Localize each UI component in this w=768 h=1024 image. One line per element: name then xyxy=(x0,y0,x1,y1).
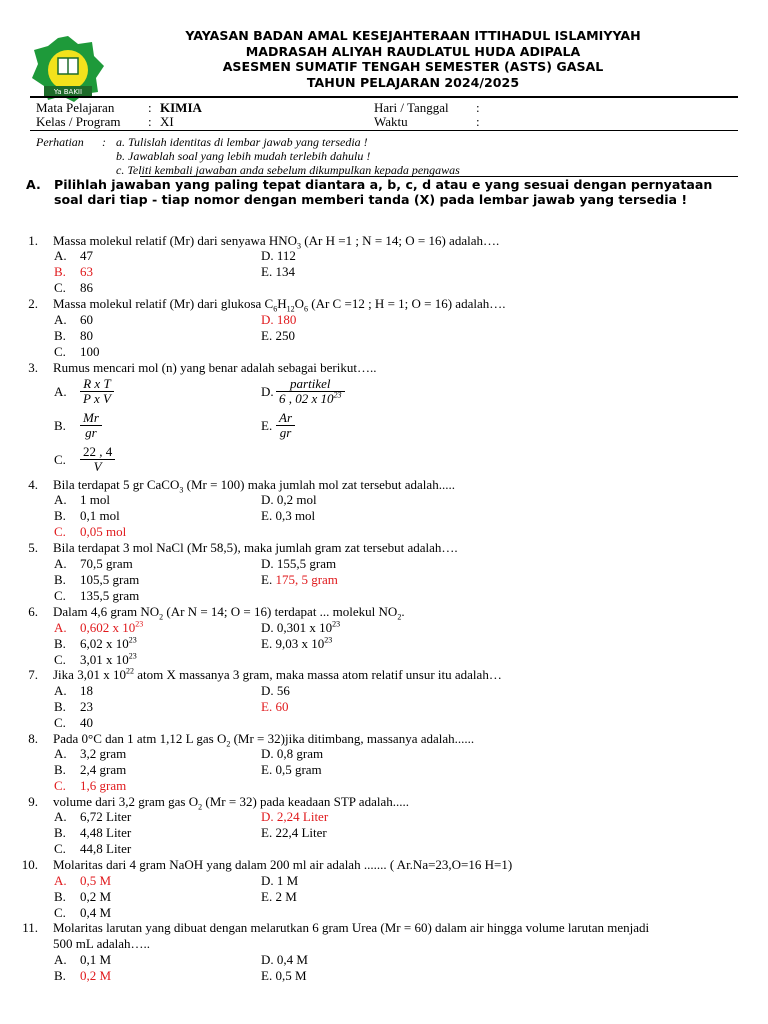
option: A. xyxy=(54,683,67,698)
header-line-3: ASESMEN SUMATIF TENGAH SEMESTER (ASTS) GASAL xyxy=(222,59,604,75)
option-value: 40 xyxy=(80,715,93,730)
fraction: $\frac{\text{R x T}}{\text{P x V}}$ xyxy=(80,377,114,406)
header-line-4: TAHUN PELAJARAN 2024/2025 xyxy=(306,74,520,90)
class-value: XI xyxy=(160,114,174,129)
question-9: 9. volume dari 3,2 gram gas $O_2$ (Mr = 32) pada keadaan STP adalah..... xyxy=(16,794,409,810)
class-label: Kelas / Program xyxy=(36,114,121,129)
notice-block: Perhatian : a. Tulislah identitas di lembar jawab yang tersedia ! b. Jawablah soal yang lebih mudah terlebih dahulu ! c. Teliti kembali jawaban anda sebelum dikumpulkan kepada pengawas xyxy=(36,135,460,177)
option-answer: E. 175, 5 gram xyxy=(261,572,338,587)
option-value: 0,1 mol xyxy=(80,508,120,523)
question-number: 3. xyxy=(28,360,38,375)
option-value: 63 xyxy=(80,264,93,279)
day-label: Hari / Tanggal xyxy=(374,100,449,115)
option: E. 250 xyxy=(261,328,295,343)
question-4: 4. Bila terdapat 5 gr CaCO$_3$ (Mr = 100) maka jumlah mol zat tersebut adalah..... xyxy=(16,477,455,493)
question-10: 10. Molaritas dari 4 gram NaOH yang dalam 200 ml air adalah ....... ( Ar.Na=23,O=16 H=1) xyxy=(16,857,512,873)
notice-item: c. Teliti kembali jawaban anda sebelum dikumpulkan kepada pengawas xyxy=(116,163,460,177)
class-colon: : xyxy=(148,114,152,129)
question-number: 9. xyxy=(28,794,38,809)
option: E. 0,5 gram xyxy=(261,762,322,777)
fraction: $\frac{\text{partikel}}{6 , 02 x 10^{23}}$ xyxy=(276,377,345,406)
header-line-2: MADRASAH ALIYAH RAUDLATUL HUDA ADIPALA xyxy=(245,43,581,59)
option-value: 0,05 mol xyxy=(80,524,127,539)
option: E. 9,03 x $10^{23}$ xyxy=(261,635,333,651)
option: C. xyxy=(54,715,66,730)
option: C. xyxy=(54,652,66,667)
option-value: 80 xyxy=(80,328,93,343)
option: A. xyxy=(54,248,67,263)
option-value: 70,5 gram xyxy=(80,556,133,571)
option-answer: 0,2 M xyxy=(80,968,112,983)
option: D. 0,4 M xyxy=(261,952,308,967)
time-colon: : xyxy=(476,114,480,129)
option: A. xyxy=(54,556,67,571)
option: E. 0,3 mol xyxy=(261,508,316,523)
notice-item: a. Tulislah identitas di lembar jawab yang tersedia ! xyxy=(116,135,368,149)
option: D. 155,5 gram xyxy=(261,556,337,571)
question-5: 5. Bila terdapat 3 mol NaCl (Mr 58,5), maka jumlah gram zat tersebut adalah…. xyxy=(16,540,458,556)
fraction: $\frac{Ar}{gr}$ xyxy=(276,411,295,440)
question-number: 11. xyxy=(22,920,38,935)
option-value: 3,2 gram xyxy=(80,746,127,761)
option: B. xyxy=(54,825,66,840)
header-divider xyxy=(30,96,738,98)
svg-text:Ya BAKII: Ya BAKII xyxy=(53,88,83,96)
option: E. xyxy=(261,418,273,433)
question-number: 8. xyxy=(28,731,38,746)
option-value: 18 xyxy=(80,683,93,698)
day-colon: : xyxy=(476,100,480,115)
option: A. xyxy=(54,492,67,507)
option-value: 0,602 x $10^{23}$ xyxy=(80,619,144,635)
option-answer: D. 180 xyxy=(261,312,297,327)
option-answer: A. xyxy=(54,873,67,888)
option: B. xyxy=(54,508,66,523)
option: D. 0,8 gram xyxy=(261,746,324,761)
option: B. xyxy=(54,889,66,904)
option: D. xyxy=(261,384,274,399)
option-value: 86 xyxy=(80,280,93,295)
question-3: 3. Rumus mencari mol (n) yang benar adalah sebagai berikut….. xyxy=(16,360,376,376)
option: D. 0,301 x $10^{23}$ xyxy=(261,619,341,635)
option-value: 0,2 M xyxy=(80,889,112,904)
question-11: 11. Molaritas larutan yang dibuat dengan melarutkan 6 gram Urea (Mr = 60) dalam air hingga volume larutan menjadi xyxy=(16,920,649,936)
option: A. xyxy=(54,952,67,967)
option-value: 3,01 x $10^{23}$ xyxy=(80,651,137,667)
option: D. 56 xyxy=(261,683,290,698)
question-number: 4. xyxy=(28,477,38,492)
option-value: 47 xyxy=(80,248,93,263)
option: C. xyxy=(54,280,66,295)
question-6: 6. Dalam 4,6 gram $NO_2$ (Ar N = 14; O = 16) terdapat ... molekul $NO_2$. xyxy=(16,604,405,620)
option-value: 1 mol xyxy=(80,492,110,507)
question-7: 7. Jika 3,01 x $10^{22}$ atom X massanya 3 gram, maka massa atom relatif unsur itu adalah… xyxy=(16,667,502,683)
option: A. xyxy=(54,809,67,824)
notice-label: Perhatian xyxy=(36,135,84,149)
option: B. xyxy=(54,968,66,983)
subject-value: KIMIA xyxy=(160,100,202,115)
question-text-continued: 500 mL adalah….. xyxy=(53,936,150,951)
option: B. xyxy=(54,762,66,777)
option: C. xyxy=(54,344,66,359)
option: B. xyxy=(54,699,66,714)
question-2: 2. Massa molekul relatif (Mr) dari glukosa $C_6H_{12}O_6$ (Ar C =12 ; H = 1; O = 16) adalah…. xyxy=(16,296,505,312)
option-value: 44,8 Liter xyxy=(80,841,132,856)
option: B. xyxy=(54,572,66,587)
question-1: 1. Massa molekul relatif (Mr) dari senyawa $HNO_3$ (Ar H =1 ; N = 14; O = 16) adalah…. xyxy=(16,233,499,249)
option-value: 23 xyxy=(80,699,93,714)
option-value: 6,02 x $10^{23}$ xyxy=(80,635,137,651)
option-value: 0,1 M xyxy=(80,952,112,967)
option-value: 0,4 M xyxy=(80,905,112,920)
document-header xyxy=(0,28,768,90)
option-answer: A. xyxy=(54,620,67,635)
section-letter: A. xyxy=(26,177,41,192)
option: D. 1 M xyxy=(261,873,299,888)
option-answer: C. xyxy=(54,778,66,793)
option-answer: B. xyxy=(54,264,66,279)
option-value: 105,5 gram xyxy=(80,572,140,587)
question-number: 10. xyxy=(21,857,38,872)
time-label: Waktu xyxy=(374,114,408,129)
option: E. 134 xyxy=(261,264,295,279)
option: B. xyxy=(54,636,66,651)
option: B. xyxy=(54,328,66,343)
option: D. 0,2 mol xyxy=(261,492,317,507)
option: B. xyxy=(54,418,66,433)
option: C. xyxy=(54,905,66,920)
option-value: 2,4 gram xyxy=(80,762,127,777)
subject-colon: : xyxy=(148,100,152,115)
option-answer: E. 60 xyxy=(261,699,289,714)
question-8: 8. Pada 0°C dan 1 atm 1,12 L gas $O_2$ (Mr = 32)jika ditimbang, massanya adalah...... xyxy=(16,731,474,747)
option: A. xyxy=(54,312,67,327)
option: E. 22,4 Liter xyxy=(261,825,327,840)
header-line-1: YAYASAN BADAN AMAL KESEJAHTERAAN ITTIHADUL ISLAMIYYAH xyxy=(185,28,641,43)
option: C. xyxy=(54,588,66,603)
option-answer: D. 2,24 Liter xyxy=(261,809,329,824)
option-value: 0,5 M xyxy=(80,873,112,888)
option-value: 60 xyxy=(80,312,93,327)
option: C. xyxy=(54,452,66,467)
question-number: 5. xyxy=(28,540,38,555)
section-instruction xyxy=(26,177,730,207)
info-divider xyxy=(30,130,738,131)
option: C. xyxy=(54,841,66,856)
subject-label: Mata Pelajaran xyxy=(36,100,115,115)
fraction: $\frac{22 , 4}{V}$ xyxy=(80,445,115,474)
option-value: 100 xyxy=(80,344,100,359)
question-number: 7. xyxy=(28,667,38,682)
question-number: 2. xyxy=(28,296,38,311)
option-value: 4,48 Liter xyxy=(80,825,132,840)
option: A. xyxy=(54,746,67,761)
option: A. xyxy=(54,384,67,399)
option-value: 6,72 Liter xyxy=(80,809,132,824)
option: E. 2 M xyxy=(261,889,297,904)
notice-item: b. Jawablah soal yang lebih mudah terlebih dahulu ! xyxy=(116,149,371,163)
option-value: 135,5 gram xyxy=(80,588,140,603)
fraction: $\frac{Mr}{gr}$ xyxy=(80,411,102,440)
question-number: 1. xyxy=(28,233,38,248)
option: E. 0,5 M xyxy=(261,968,307,983)
question-number: 6. xyxy=(28,604,38,619)
section-text: Pilihlah jawaban yang paling tepat diantara a, b, c, d atau e yang sesuai dengan pernyataan soal dari tiap - tiap nomor dengan memberi tanda (X) pada lembar jawab yang tersedia ! xyxy=(54,177,713,207)
option-answer: C. xyxy=(54,524,66,539)
option-value: 1,6 gram xyxy=(80,778,127,793)
option: D. 112 xyxy=(261,248,296,263)
